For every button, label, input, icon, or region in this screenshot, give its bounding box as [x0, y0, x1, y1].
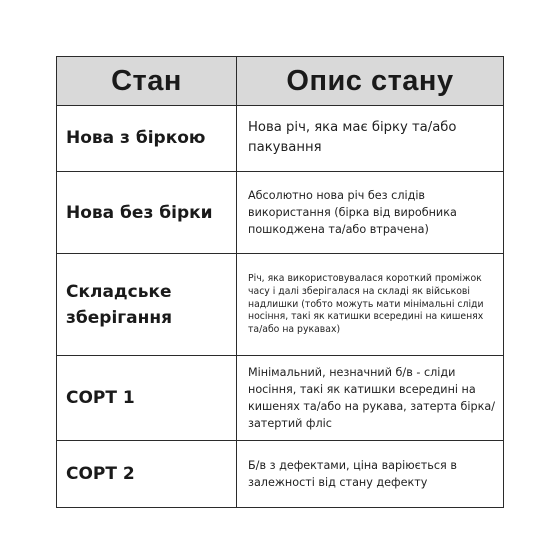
state-cell: Нова без бірки	[57, 171, 237, 254]
description-cell: Б/в з дефектами, ціна варіюється в залежності від стану дефекту	[237, 441, 504, 508]
table-row	[57, 171, 504, 254]
description-cell: Мінімальний, незначний б/в - сліди носіння, такі як катишки всередині на кишенях та/або на рукава, затерта бірка/затертий фліс	[237, 356, 504, 441]
table-row	[57, 356, 504, 441]
state-cell: Нова з біркою	[57, 106, 237, 172]
table-row	[57, 254, 504, 356]
state-cell: СОРТ 1	[57, 356, 237, 441]
header-description: Опис стану	[237, 57, 504, 106]
description-cell: Річ, яка використовувалася короткий проміжок часу і далі зберігалася на складі як військові надлишки (тобто можуть мати мінімальні сліди носіння, такі як катишки всередині на кишенях та/або на рукавах)	[237, 254, 504, 356]
table-row	[57, 106, 504, 172]
table-row	[57, 441, 504, 508]
description-cell: Нова річ, яка має бірку та/або пакування	[237, 106, 504, 172]
condition-table	[56, 56, 504, 508]
state-cell: Складське зберігання	[57, 254, 237, 356]
table-header-row	[57, 57, 504, 106]
description-cell: Абсолютно нова річ без слідів використання (бірка від виробника пошкоджена та/або втрачена)	[237, 171, 504, 254]
header-state: Стан	[57, 57, 237, 106]
state-cell: СОРТ 2	[57, 441, 237, 508]
